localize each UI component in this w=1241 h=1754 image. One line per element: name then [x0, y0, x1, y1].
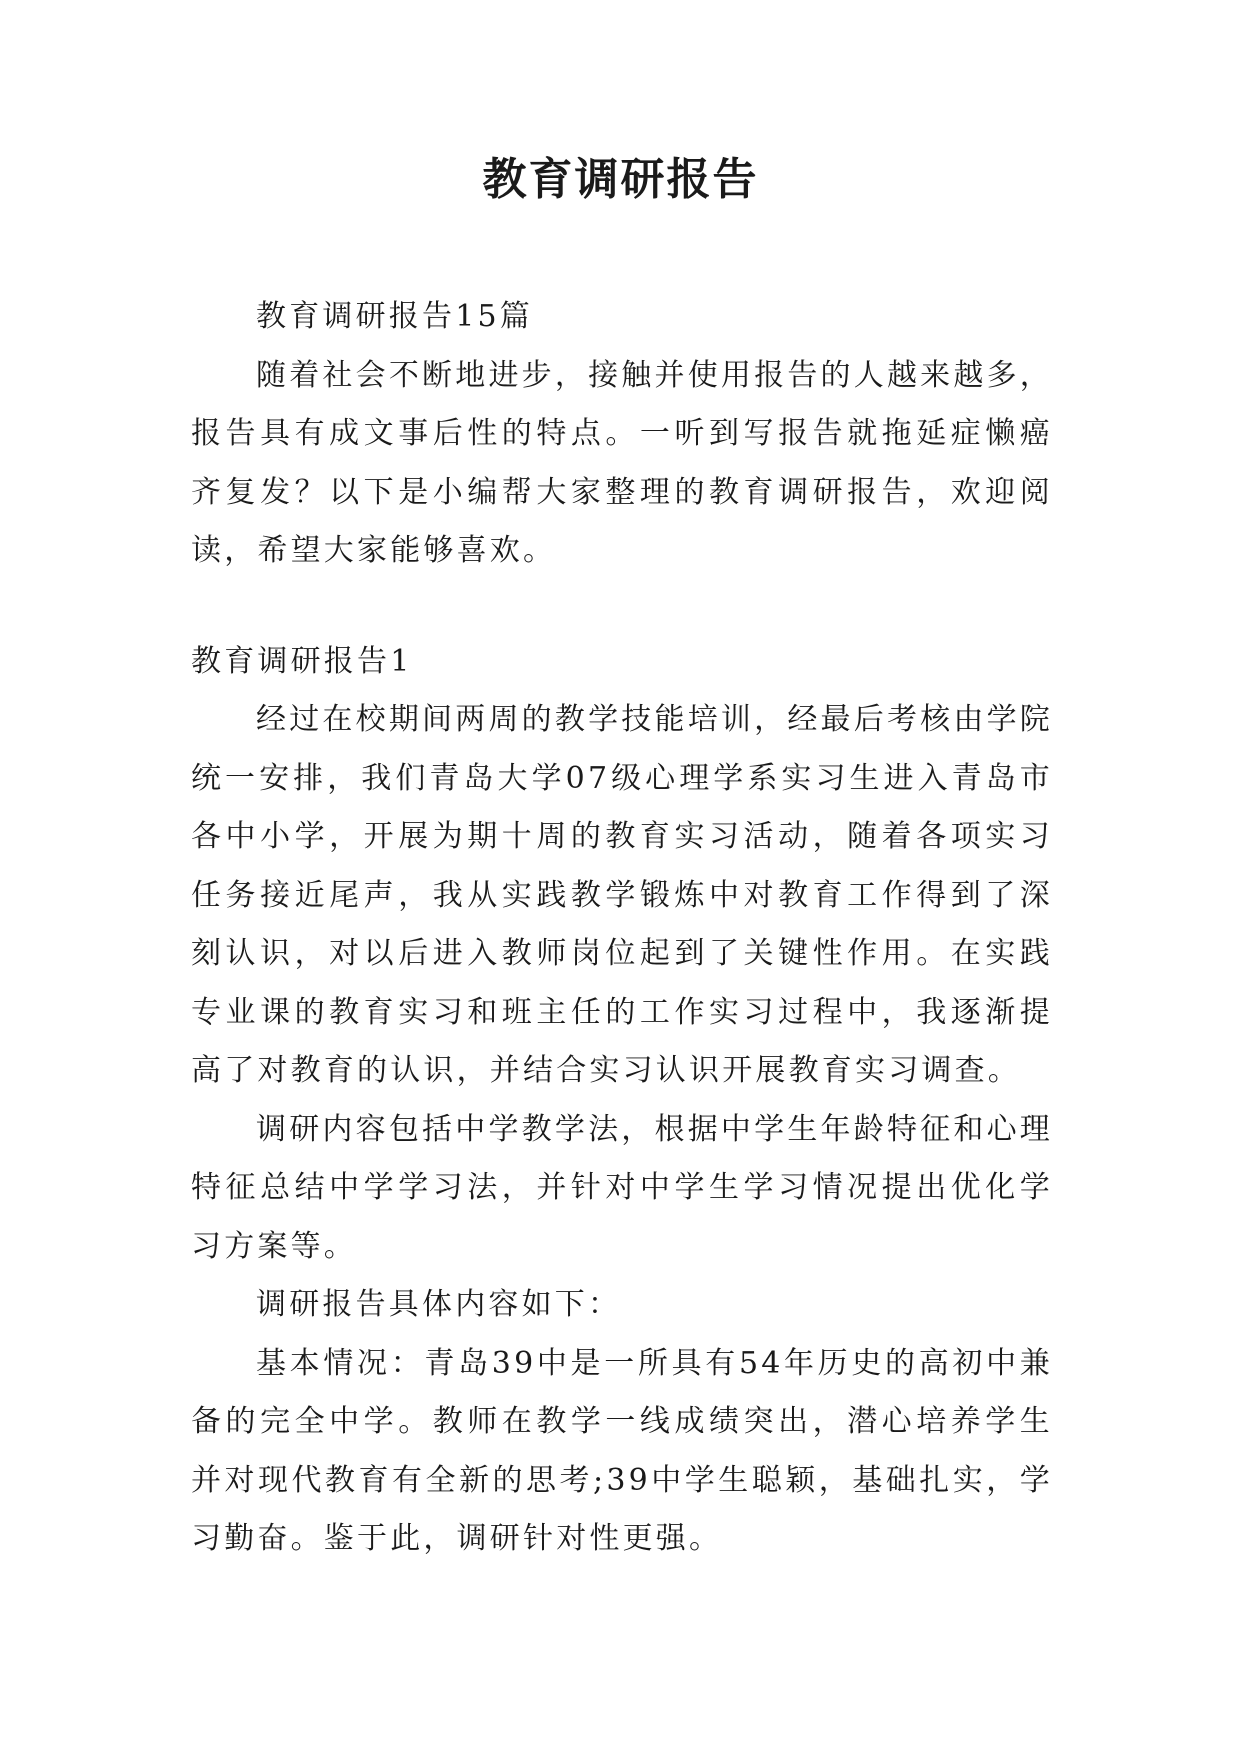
document-subtitle: 教育调研报告15篇	[256, 299, 533, 334]
document-body	[191, 288, 1053, 1569]
body-paragraph: 基本情况：青岛39中是一所具有54年历史的高初中兼备的完全中学。教师在教学一线成绩突出，潜心培养学生并对现代教育有全新的思考;39中学生聪颖，基础扎实，学习勤奋。鉴于此，调研针对性更强。	[191, 1345, 1053, 1556]
body-paragraph: 调研报告具体内容如下：	[256, 1287, 622, 1322]
intro-paragraph: 随着社会不断地进步，接触并使用报告的人越来越多，报告具有成文事后性的特点。一听到写报告就拖延症懒癌齐复发？以下是小编帮大家整理的教育调研报告，欢迎阅读，希望大家能够喜欢。	[191, 357, 1053, 568]
body-paragraph: 调研内容包括中学教学法，根据中学生年龄特征和心理特征总结中学学习法，并针对中学生学习情况提出优化学习方案等。	[191, 1111, 1053, 1264]
document-title: 教育调研报告	[482, 154, 759, 205]
section-heading: 教育调研报告1	[191, 643, 413, 679]
body-paragraph: 经过在校期间两周的教学技能培训，经最后考核由学院统一安排，我们青岛大学07级心理学系实习生进入青岛市各中小学，开展为期十周的教育实习活动，随着各项实习任务接近尾声，我从实践教学锻炼中对教育工作得到了深刻认识，对以后进入教师岗位起到了关键性作用。在实践专业课的教育实习和班主任的工作实习过程中，我逐渐提高了对教育的认识，并结合实习认识开展教育实习调查。	[191, 702, 1053, 1088]
